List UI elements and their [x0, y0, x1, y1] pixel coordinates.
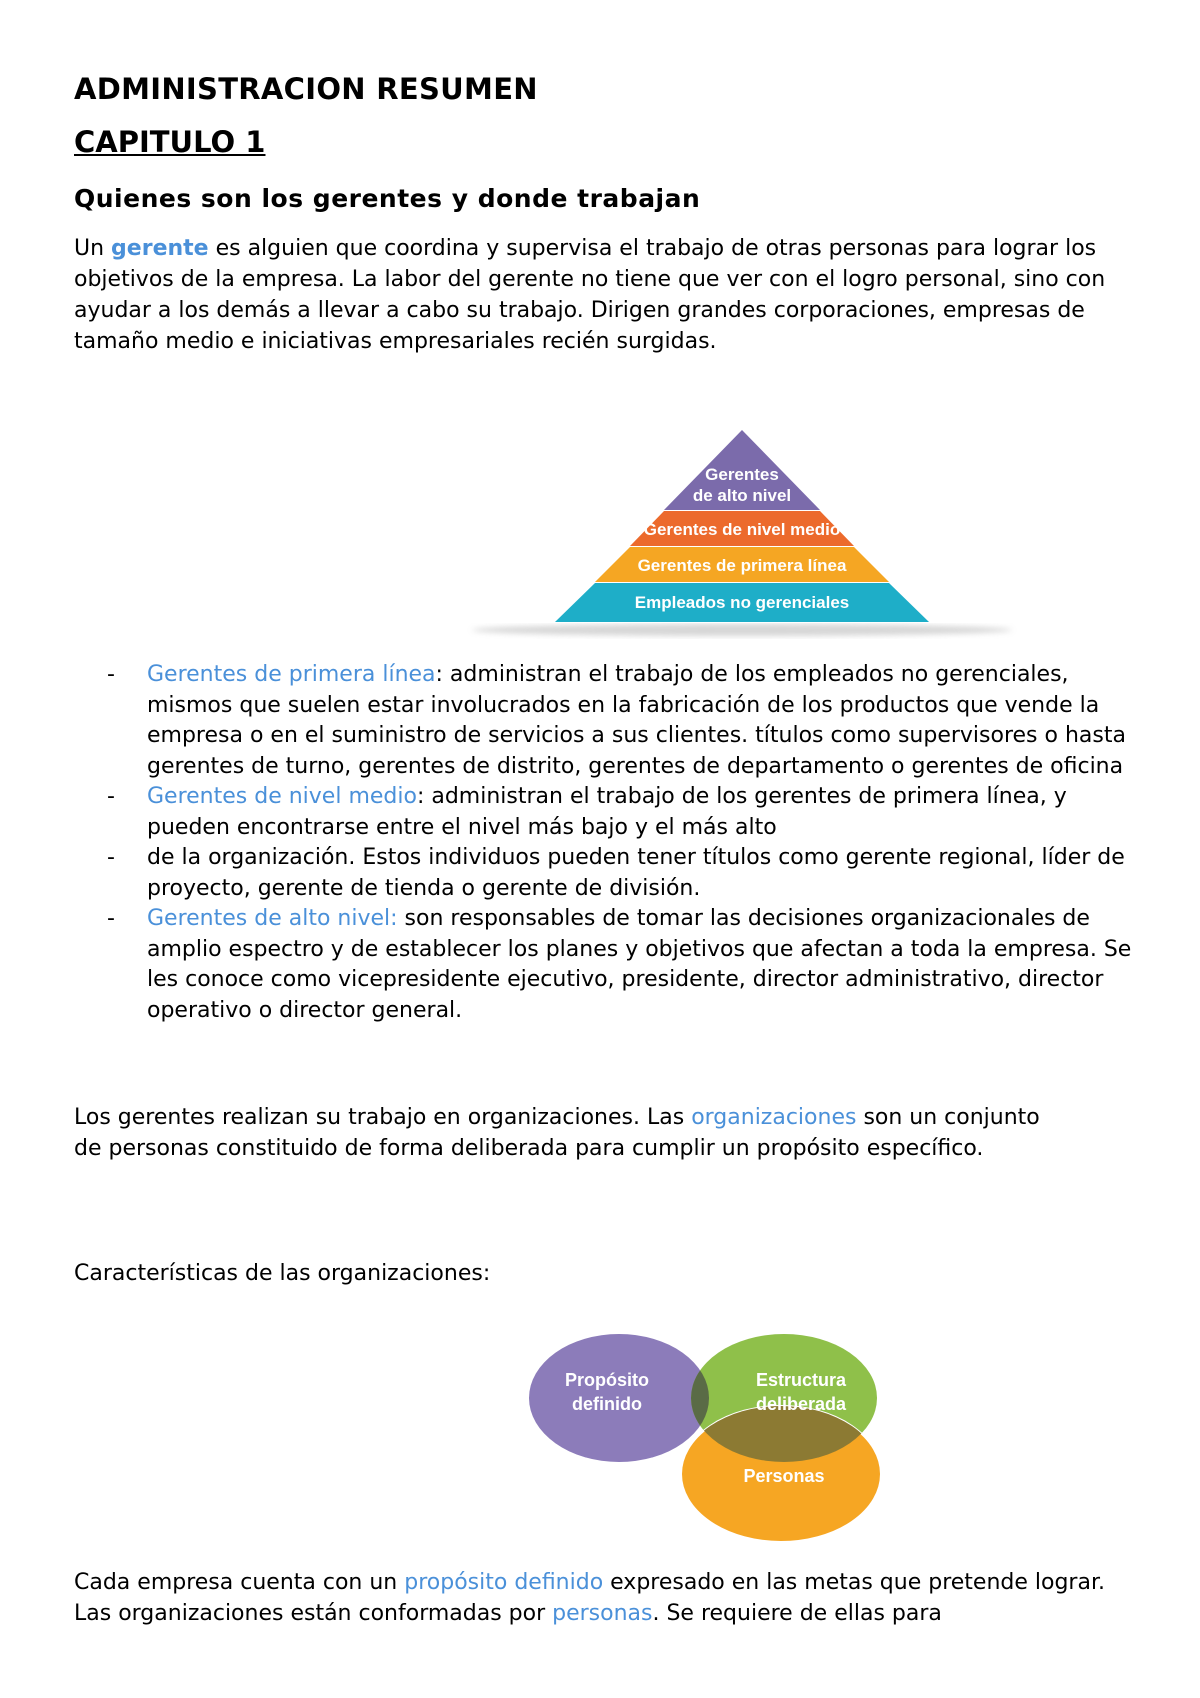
venn-svg [519, 1330, 979, 1555]
bullet-dash: - [107, 906, 115, 931]
bullet-text: son responsables de tomar las decisiones organizacionales de amplio espectro y de establecer los planes y objetivos que afectan a toda la empresa. Se les conoce como vicepresidente ejecutivo, presidente, director administrativo, director operativo o director general. [147, 906, 1132, 1023]
closing-text-3: . Se requiere de ellas para [652, 1601, 942, 1626]
chapter-heading: CAPITULO 1 [74, 125, 266, 159]
list-item [74, 782, 1144, 843]
organizations-venn [519, 1330, 979, 1559]
intro-prefix: Un [74, 236, 112, 261]
organizations-paragraph [74, 1102, 1074, 1164]
term-top: Gerentes de alto nivel: [147, 906, 398, 931]
section-heading: Quienes son los gerentes y donde trabajan [74, 184, 701, 213]
pyramid-top-label-2: de alto nivel [692, 486, 792, 505]
intro-rest: es alguien que coordina y supervisa el trabajo de otras personas para lograr los objetivos de la empresa. La labor del gerente no tiene que ver con el logro personal, sino con ayudar a los demás a llevar a cabo su trabajo. Dirigen grandes corporaciones, empresas de tamaño medio e iniciativas empresariales recién surgidas. [74, 236, 1106, 354]
management-pyramid [464, 430, 1020, 644]
closing-text-1: Cada empresa cuenta con un [74, 1570, 405, 1595]
pyramid-top-label-1: Gerentes [705, 465, 779, 484]
term-proposito-definido: propósito definido [404, 1570, 604, 1595]
pyramid-shadow [472, 624, 1012, 636]
list-item [74, 904, 1144, 1026]
pyramid-svg [464, 430, 1020, 640]
closing-paragraph [74, 1567, 1134, 1629]
bullet-text: : administran el trabajo de los gerentes de primera línea, y pueden encontrarse entre el nivel más bajo y el más alto [147, 784, 1067, 840]
bullet-text: : administran el trabajo de los empleados no gerenciales, mismos que suelen estar involucrados en la fabricación de los productos que vende la empresa o en el suministro de servicios a sus clientes. títulos como supervisores o hasta gerentes de turno, gerentes de distrito, gerentes de departamento o gerentes de oficina [147, 662, 1126, 779]
term-personas: personas [552, 1601, 653, 1626]
bullet-text: de la organización. Estos individuos pueden tener títulos como gerente regional, líder de proyecto, gerente de tienda o gerente de división. [147, 845, 1125, 901]
characteristics-label: Características de las organizaciones: [74, 1261, 491, 1286]
bullet-dash: - [107, 845, 115, 870]
venn-right-label-1: Estructura [755, 1370, 847, 1390]
venn-bottom-label: Personas [743, 1466, 825, 1486]
manager-levels-list [74, 660, 1144, 1026]
term-organizaciones: organizaciones [691, 1105, 857, 1130]
intro-paragraph [74, 233, 1134, 357]
bullet-dash: - [107, 784, 115, 809]
list-item [74, 660, 1144, 782]
term-gerente: gerente [111, 236, 209, 261]
pyramid-employees-label: Empleados no gerenciales [634, 593, 850, 612]
orgs-rest: son un conjunto de personas constituido de forma deliberada para cumplir un propósito específico. [74, 1105, 1040, 1161]
term-middle: Gerentes de nivel medio [147, 784, 417, 809]
orgs-prefix: Los gerentes realizan su trabajo en organizaciones. Las [74, 1105, 692, 1130]
pyramid-first-line-label: Gerentes de primera línea [637, 556, 847, 575]
venn-left-label-1: Propósito [565, 1370, 649, 1390]
document-title: ADMINISTRACION RESUMEN [74, 72, 538, 106]
list-item [74, 843, 1144, 904]
pyramid-middle-label: Gerentes de nivel medio [643, 520, 841, 539]
bullet-dash: - [107, 662, 115, 687]
venn-right-label-2: deliberada [755, 1394, 847, 1414]
closing-text-2: expresado en las metas que pretende lograr. Las organizaciones están conformadas por [74, 1570, 1105, 1626]
term-first-line: Gerentes de primera línea [147, 662, 436, 687]
venn-left-label-2: definido [572, 1394, 642, 1414]
